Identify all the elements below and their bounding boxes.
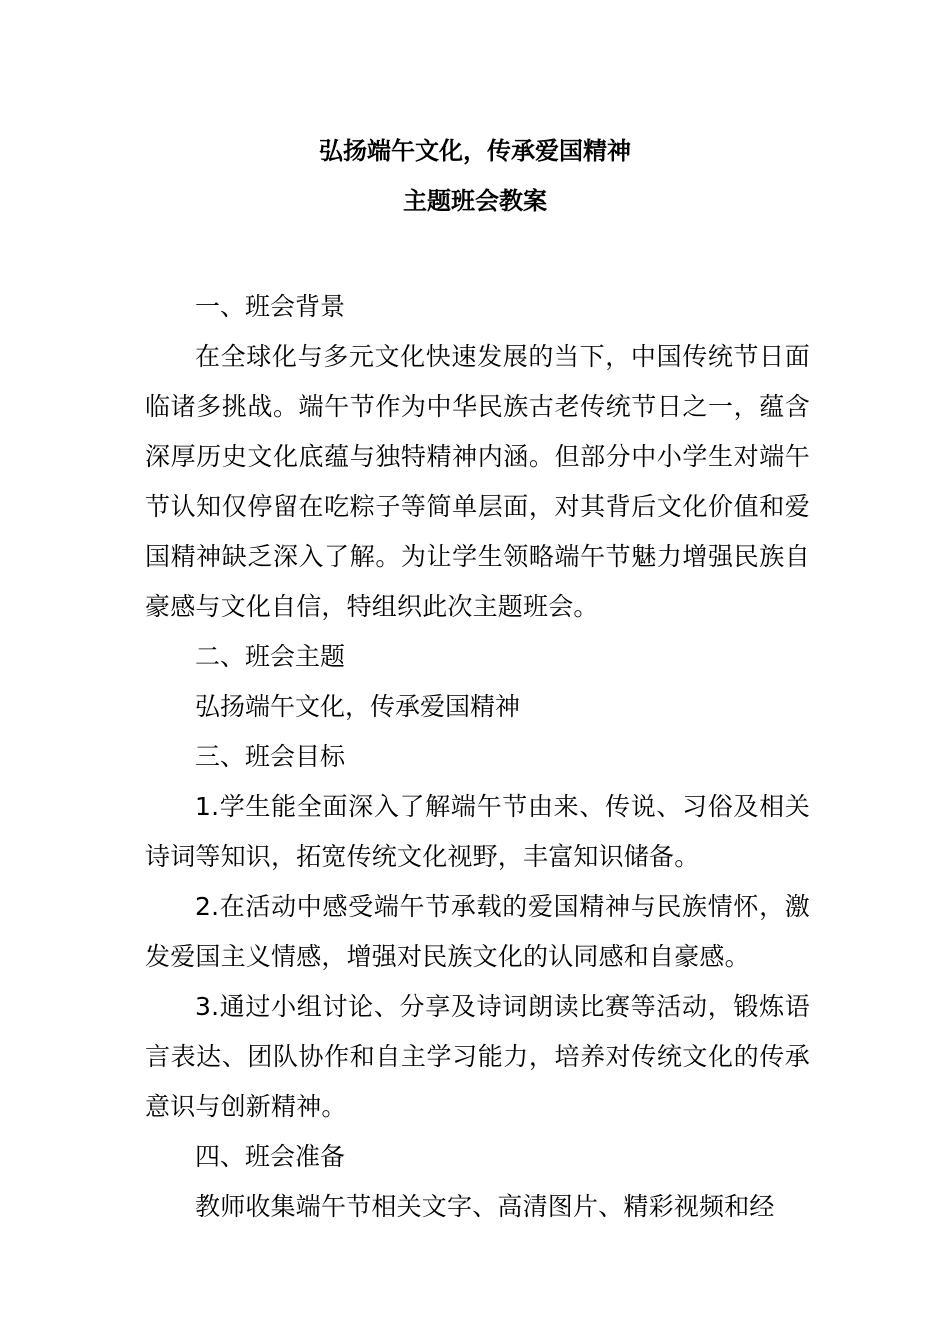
section-text-theme: 弘扬端午文化，传承爱国精神: [195, 692, 521, 721]
section-heading-background: 一、班会背景: [195, 292, 346, 321]
section-heading-goals: 三、班会目标: [195, 742, 346, 771]
document-subtitle: 主题班会教案: [403, 187, 547, 215]
document-body: [145, 282, 810, 1232]
goal-item-3: 3.通过小组讨论、分享及诗词朗读比赛等活动，锻炼语言表达、团队协作和自主学习能力，培养对传统文化的传承意识与创新精神。: [145, 992, 810, 1121]
goal-item-1: 1.学生能全面深入了解端午节由来、传说、习俗及相关诗词等知识，拓宽传统文化视野，丰富知识储备。: [145, 792, 810, 871]
section-text-background: 在全球化与多元文化快速发展的当下，中国传统节日面临诸多挑战。端午节作为中华民族古老传统节日之一，蕴含深厚历史文化底蕴与独特精神内涵。但部分中小学生对端午节认知仅停留在吃粽子等简单层面，对其背后文化价值和爱国精神缺乏深入了解。为让学生领略端午节魅力增强民族自豪感与文化自信，特组织此次主题班会。: [145, 342, 810, 621]
goal-item-2: 2.在活动中感受端午节承载的爱国精神与民族情怀，激发爱国主义情感，增强对民族文化的认同感和自豪感。: [145, 892, 810, 971]
document-title: 弘扬端午文化，传承爱国精神: [319, 137, 631, 165]
section-heading-preparation: 四、班会准备: [195, 1142, 346, 1171]
section-text-preparation: 教师收集端午节相关文字、高清图片、精彩视频和经: [195, 1192, 775, 1221]
section-heading-theme: 二、班会主题: [195, 642, 346, 671]
